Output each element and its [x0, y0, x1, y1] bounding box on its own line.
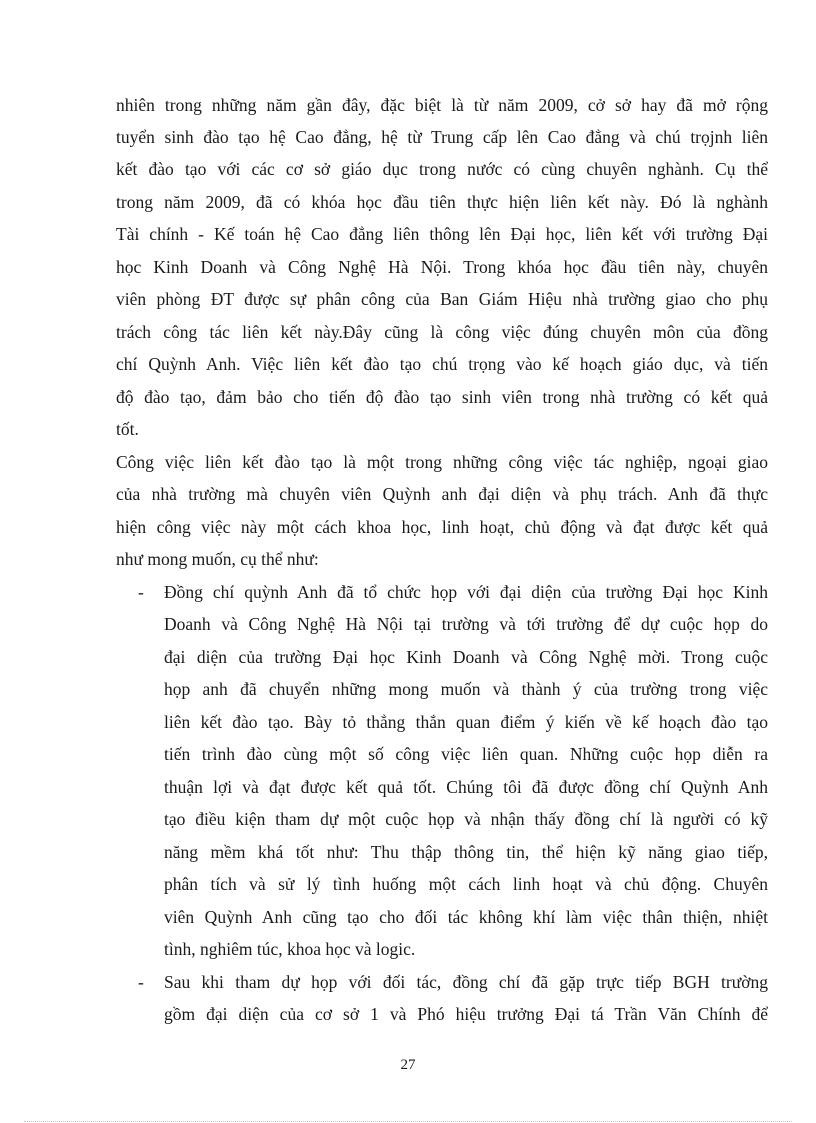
bullet-1-line: Đồng chí quỳnh Anh đã tổ chức họp với đại diện của trường Đại học Kinh	[164, 582, 768, 602]
paragraph-2-line: như mong muốn, cụ thể như:	[116, 549, 319, 569]
bullet-1-line: đại diện của trường Đại học Kinh Doanh và Công Nghệ mời. Trong cuộc	[164, 647, 768, 667]
paragraph-1-line: trong năm 2009, đã có khóa học đầu tiên thực hiện liên kết này. Đó là nghành	[116, 192, 768, 212]
paragraph-2-line: hiện công việc này một cách khoa học, linh hoạt, chủ động và đạt được kết quả	[116, 517, 768, 537]
paragraph-1-line: nhiên trong những năm gần đây, đặc biệt là từ năm 2009, cở sở hay đã mở rộng	[116, 95, 768, 115]
bullet-dash: -	[138, 582, 144, 602]
bullet-dash: -	[138, 972, 144, 992]
bullet-1-line: tạo điều kiện tham dự một cuộc họp và nhận thấy đồng chí là người có kỹ	[164, 809, 768, 829]
paragraph-1-line: viên phòng ĐT được sự phân công của Ban Giám Hiệu nhà trường giao cho phụ	[116, 289, 768, 309]
bullet-1-line: tình, nghiêm túc, khoa học và logic.	[164, 939, 416, 959]
page-number: 27	[400, 1057, 416, 1073]
bullet-1-line: viên Quỳnh Anh cũng tạo cho đối tác không khí làm việc thân thiện, nhiệt	[164, 907, 768, 927]
paragraph-1-line: độ đào tạo, đảm bảo cho tiến độ đào tạo sinh viên trong nhà trường có kết quả	[116, 387, 768, 407]
paragraph-1-line: trách công tác liên kết này.Đây cũng là công việc đúng chuyên môn của đồng	[116, 322, 768, 342]
paragraph-1-line: chí Quỳnh Anh. Việc liên kết đào tạo chú trọng vào kế hoạch giáo dục, và tiến	[116, 354, 768, 374]
paragraph-1-line: tốt.	[116, 419, 139, 439]
bullet-2-line: gồm đại diện của cơ sở 1 và Phó hiệu trưởng Đại tá Trần Văn Chính để	[164, 1004, 768, 1024]
bullet-1-line: Doanh và Công Nghệ Hà Nội tại trường và tới trường để dự cuộc họp do	[164, 614, 768, 634]
bullet-1-line: tiến trình đào cùng một số công việc liên quan. Những cuộc họp diễn ra	[164, 744, 768, 764]
bullet-1-line: năng mềm khá tốt như: Thu thập thông tin, thể hiện kỹ năng giao tiếp,	[164, 842, 768, 862]
paragraph-1-line: kết đào tạo với các cơ sở giáo dục trong nước có cùng chuyên nghành. Cụ thể	[116, 159, 768, 179]
bullet-1-line: họp anh đã chuyển những mong muốn và thành ý của trường trong việc	[164, 679, 768, 699]
page-bottom-rule	[24, 1121, 792, 1122]
bullet-1-line: phân tích và sử lý tình huống một cách linh hoạt và chủ động. Chuyên	[164, 874, 768, 894]
paragraph-1-line: học Kinh Doanh và Công Nghệ Hà Nội. Trong khóa học đầu tiên này, chuyên	[116, 257, 768, 277]
bullet-1-line: thuận lợi và đạt được kết quả tốt. Chúng tôi đã được đồng chí Quỳnh Anh	[164, 777, 768, 797]
bullet-1-line: liên kết đào tạo. Bày tỏ thẳng thắn quan điểm ý kiến về kế hoạch đào tạo	[164, 712, 768, 732]
paragraph-1-line: tuyển sinh đào tạo hệ Cao đẳng, hệ từ Trung cấp lên Cao đẳng và chú trọjnh liên	[116, 127, 768, 147]
paragraph-2-line: Công việc liên kết đào tạo là một trong những công việc tác nghiệp, ngoại giao	[116, 452, 768, 472]
paragraph-2-line: của nhà trường mà chuyên viên Quỳnh anh đại diện và phụ trách. Anh đã thực	[116, 484, 768, 504]
paragraph-1-line: Tài chính - Kế toán hệ Cao đẳng liên thông lên Đại học, liên kết với trường Đại	[116, 224, 768, 244]
bullet-2-line: Sau khi tham dự họp với đối tác, đồng chí đã gặp trực tiếp BGH trường	[164, 972, 768, 992]
